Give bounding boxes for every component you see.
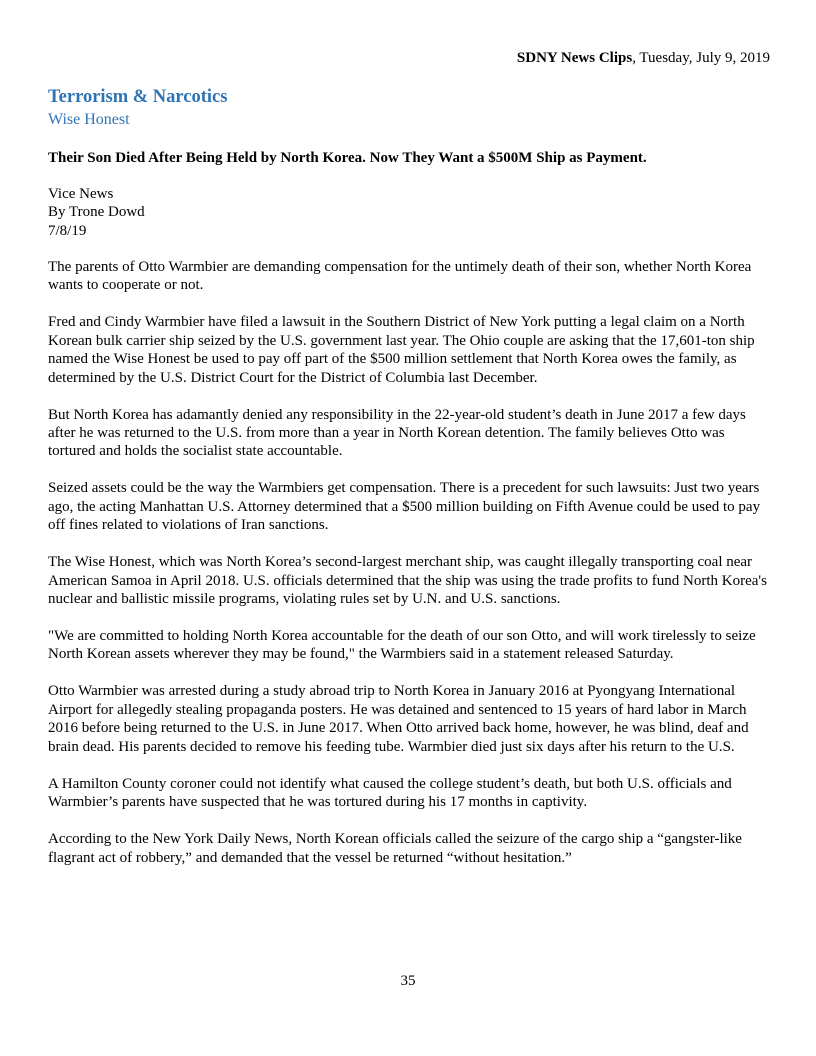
article-paragraph: But North Korea has adamantly denied any responsibility in the 22-year-old student’s death in June 2017 a few days after he was returned to the U.S. from more than a year in North Korean detention. The family believes Otto was tortured and holds the socialist state accountable. (48, 406, 746, 460)
article-paragraph: The Wise Honest, which was North Korea’s second-largest merchant ship, was caught illegally transporting coal near American Samoa in April 2018. U.S. officials determined that the ship was using the trade profits to fund North Korea's nuclear and ballistic missile programs, violating rules set by U.N. and U.S. sanctions. (48, 554, 767, 608)
page-number: 35 (400, 973, 416, 989)
article-date: 7/8/19 (48, 222, 87, 239)
section-subtitle: Wise Honest (48, 111, 130, 128)
article-paragraph: Otto Warmbier was arrested during a study abroad trip to North Korea in January 2016 at Pyongyang International Airport for allegedly stealing propaganda posters. He was detained and sentenced to 15 years of hard labor in March 2016 before being returned to the U.S. in June 2017. When Otto arrived back home, however, he was blind, deaf and brain dead. His parents decided to remove his feeding tube. Warmbier died just six days after his return to the U.S. (48, 683, 749, 755)
article-headline: Their Son Died After Being Held by North Korea. Now They Want a $500M Ship as Payment. (48, 150, 647, 166)
article-paragraph: Fred and Cindy Warmbier have filed a lawsuit in the Southern District of New York putting a legal claim on a North Korean bulk carrier ship seized by the U.S. government last year. The Ohio couple are asking that the 17,601-ton ship named the Wise Honest be used to pay off part of the $500 million settlement that North Korea owes the family, as determined by the U.S. District Court for the District of Columbia last December. (48, 314, 755, 386)
article-paragraph: According to the New York Daily News, North Korean officials called the seizure of the cargo ship a “gangster-like flagrant act of robbery,” and demanded that the vessel be returned “without hesitation.” (48, 831, 742, 866)
article-body (48, 258, 770, 886)
article-author: By Trone Dowd (48, 204, 145, 221)
article-byline (48, 185, 145, 240)
publication-name: SDNY News Clips (516, 50, 633, 66)
article-paragraph: The parents of Otto Warmbier are demanding compensation for the untimely death of their son, whether North Korea wants to cooperate or not. (48, 259, 752, 294)
article-source: Vice News (48, 186, 114, 202)
article-paragraph: Seized assets could be the way the Warmbiers get compensation. There is a precedent for such lawsuits: Just two years ago, the acting Manhattan U.S. Attorney determined that a $500 million building on Fifth Avenue could be used to pay off fines related to violations of Iran sanctions. (48, 480, 761, 534)
article-paragraph: A Hamilton County coroner could not identify what caused the college student’s death, but both U.S. officials and Warmbier’s parents have suspected that he was tortured during his 17 months in captivity. (48, 775, 732, 811)
page-header (517, 48, 770, 68)
article-paragraph: "We are committed to holding North Korea accountable for the death of our son Otto, and will work tirelessly to seize North Korean assets wherever they may be found," the Warmbiers said in a statement released Saturday. (48, 628, 756, 663)
section-title: Terrorism & Narcotics (48, 87, 228, 107)
publication-date: , Tuesday, July 9, 2019 (632, 50, 770, 66)
